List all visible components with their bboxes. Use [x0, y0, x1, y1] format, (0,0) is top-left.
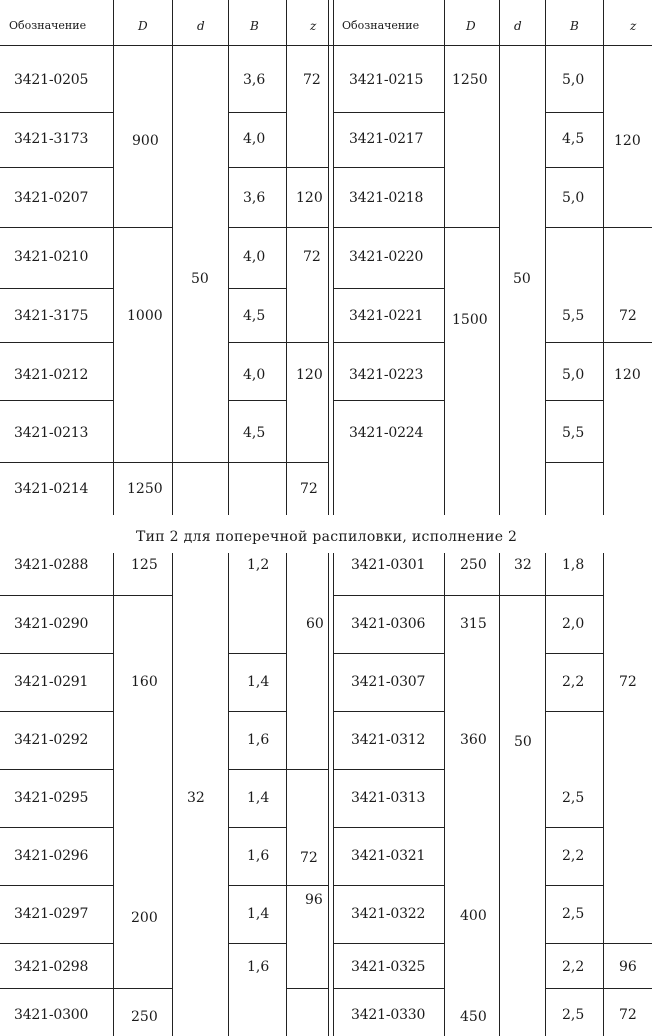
- B-cell: 2,2: [562, 848, 585, 864]
- row-rule: [229, 885, 328, 886]
- z-cell: 72: [300, 481, 318, 497]
- row-rule: [334, 885, 444, 886]
- designation-cell: 3421-0288: [14, 557, 89, 573]
- header-designation: Обозначение: [9, 19, 87, 32]
- row-rule: [546, 653, 603, 654]
- designation-cell: 3421-0307: [351, 674, 426, 690]
- row-rule: [546, 342, 652, 343]
- row-rule: [229, 653, 286, 654]
- z-cell: 72: [303, 249, 321, 265]
- B-cell: 1,4: [247, 906, 270, 922]
- row-rule: [0, 112, 113, 113]
- z-cell: 120: [614, 367, 641, 383]
- row-rule: [0, 288, 113, 289]
- row-rule: [0, 943, 113, 944]
- B-cell: 4,0: [243, 367, 266, 383]
- col-rule: [172, 553, 173, 1036]
- z-cell: 72: [619, 1007, 637, 1023]
- designation-cell: 3421-0207: [14, 190, 89, 206]
- B-cell: 5,0: [562, 72, 585, 88]
- d-cell: 50: [191, 271, 209, 287]
- D-cell: 400: [460, 908, 487, 924]
- D-cell: 200: [131, 910, 158, 926]
- designation-cell: 3421-0290: [14, 616, 89, 632]
- B-cell: 1,6: [247, 959, 270, 975]
- header-z-right: z: [630, 19, 637, 33]
- row-rule: [0, 227, 173, 228]
- designation-cell: 3421-0205: [14, 72, 89, 88]
- D-cell: 1250: [127, 481, 163, 497]
- designation-cell: 3421-0296: [14, 848, 89, 864]
- designation-cell: 3421-3175: [14, 308, 89, 324]
- designation-cell: 3421-0325: [351, 959, 426, 975]
- designation-cell: 3421-0215: [349, 72, 424, 88]
- D-cell: 900: [132, 133, 159, 149]
- col-rule: [333, 0, 334, 515]
- row-rule: [0, 595, 173, 596]
- row-rule: [334, 653, 444, 654]
- row-rule: [0, 167, 113, 168]
- D-cell: 1000: [127, 308, 163, 324]
- B-cell: 4,0: [243, 249, 266, 265]
- row-rule: [0, 342, 113, 343]
- z-cell: 72: [619, 674, 637, 690]
- B-cell: 1,4: [247, 674, 270, 690]
- row-rule: [0, 769, 113, 770]
- B-cell: 4,5: [243, 425, 266, 441]
- designation-cell: 3421-0306: [351, 616, 426, 632]
- designation-cell: 3421-0223: [349, 367, 424, 383]
- z-cell: 72: [619, 308, 637, 324]
- row-rule: [229, 342, 328, 343]
- designation-cell: 3421-0221: [349, 308, 424, 324]
- col-rule: [172, 0, 173, 515]
- row-rule: [334, 943, 444, 944]
- B-cell: 2,2: [562, 674, 585, 690]
- header-D-right: D: [466, 19, 476, 33]
- z-cell: 120: [296, 367, 323, 383]
- row-rule: [334, 112, 444, 113]
- D-cell: 125: [131, 557, 158, 573]
- D-cell: 250: [460, 557, 487, 573]
- row-rule: [334, 827, 444, 828]
- B-cell: 1,6: [247, 848, 270, 864]
- row-rule: [334, 769, 444, 770]
- row-rule: [546, 885, 603, 886]
- row-rule: [546, 112, 603, 113]
- header-B: B: [250, 19, 259, 33]
- row-rule: [229, 711, 286, 712]
- B-cell: 1,2: [247, 557, 270, 573]
- designation-cell: 3421-0321: [351, 848, 426, 864]
- z-cell: 120: [296, 190, 323, 206]
- z-cell: 96: [619, 959, 637, 975]
- row-rule: [546, 227, 652, 228]
- row-rule: [334, 227, 499, 228]
- col-rule: [328, 553, 329, 1036]
- row-rule: [229, 112, 286, 113]
- designation-cell: 3421-0212: [14, 367, 89, 383]
- col-rule: [444, 553, 445, 1036]
- designation-cell: 3421-0220: [349, 249, 424, 265]
- B-cell: 5,0: [562, 190, 585, 206]
- designation-cell: 3421-0300: [14, 1007, 89, 1023]
- designation-cell: 3421-0292: [14, 732, 89, 748]
- B-cell: 5,5: [562, 308, 585, 324]
- D-cell: 450: [460, 1009, 487, 1025]
- designation-cell: 3421-0301: [351, 557, 426, 573]
- row-rule: [229, 827, 286, 828]
- row-rule: [334, 595, 603, 596]
- section-caption: Тип 2 для поперечной распиловки, исполнение 2: [136, 529, 518, 545]
- designation-cell: 3421-0214: [14, 481, 89, 497]
- col-rule: [603, 0, 604, 515]
- designation-cell: 3421-0210: [14, 249, 89, 265]
- row-rule: [287, 988, 328, 989]
- designation-cell: 3421-0313: [351, 790, 426, 806]
- designation-cell: 3421-0322: [351, 906, 426, 922]
- row-rule: [334, 342, 444, 343]
- header-rule: [0, 45, 652, 46]
- row-rule: [546, 711, 603, 712]
- designation-cell: 3421-0298: [14, 959, 89, 975]
- z-cell: 96: [305, 892, 323, 908]
- col-rule: [286, 0, 287, 515]
- row-rule: [229, 943, 286, 944]
- col-rule: [228, 553, 229, 1036]
- designation-cell: 3421-0218: [349, 190, 424, 206]
- col-rule: [328, 0, 329, 515]
- row-rule: [229, 288, 286, 289]
- header-d-right: d: [514, 19, 522, 33]
- row-rule: [334, 288, 444, 289]
- col-rule: [113, 553, 114, 1036]
- col-rule: [333, 553, 334, 1036]
- designation-cell: 3421-0297: [14, 906, 89, 922]
- designation-cell: 3421-3173: [14, 131, 89, 147]
- row-rule: [546, 988, 652, 989]
- d-cell: 32: [187, 790, 205, 806]
- B-cell: 4,0: [243, 131, 266, 147]
- col-rule: [113, 0, 114, 515]
- B-cell: 2,0: [562, 616, 585, 632]
- d-cell: 50: [514, 734, 532, 750]
- row-rule: [546, 943, 652, 944]
- header-designation-right: Обозначение: [342, 19, 420, 32]
- col-rule: [499, 0, 500, 515]
- row-rule: [0, 711, 113, 712]
- B-cell: 3,6: [243, 72, 266, 88]
- col-rule: [444, 0, 445, 515]
- B-cell: 1,4: [247, 790, 270, 806]
- row-rule: [229, 400, 286, 401]
- col-rule: [286, 553, 287, 1036]
- B-cell: 1,6: [247, 732, 270, 748]
- B-cell: 2,5: [562, 906, 585, 922]
- designation-cell: 3421-0312: [351, 732, 426, 748]
- row-rule: [334, 711, 444, 712]
- B-cell: 5,5: [562, 425, 585, 441]
- z-cell: 72: [300, 850, 318, 866]
- B-cell: 4,5: [243, 308, 266, 324]
- row-rule: [0, 653, 113, 654]
- col-rule: [603, 553, 604, 1036]
- B-cell: 3,6: [243, 190, 266, 206]
- z-cell: 60: [306, 616, 324, 632]
- row-rule: [0, 885, 113, 886]
- B-cell: 2,2: [562, 959, 585, 975]
- row-rule: [546, 400, 603, 401]
- row-rule: [0, 400, 113, 401]
- D-cell: 1250: [452, 72, 488, 88]
- row-rule: [229, 769, 328, 770]
- B-cell: 2,5: [562, 790, 585, 806]
- B-cell: 4,5: [562, 131, 585, 147]
- row-rule: [0, 827, 113, 828]
- z-cell: 120: [614, 133, 641, 149]
- header-z: z: [310, 19, 317, 33]
- row-rule: [229, 227, 328, 228]
- designation-cell: 3421-0224: [349, 425, 424, 441]
- D-cell: 250: [131, 1009, 158, 1025]
- z-cell: 72: [303, 72, 321, 88]
- B-cell: 2,5: [562, 1007, 585, 1023]
- row-rule: [546, 167, 603, 168]
- header-D: D: [138, 19, 148, 33]
- row-rule: [0, 988, 173, 989]
- d-cell: 50: [513, 271, 531, 287]
- row-rule: [334, 400, 444, 401]
- row-rule: [334, 167, 444, 168]
- D-cell: 315: [460, 616, 487, 632]
- D-cell: 360: [460, 732, 487, 748]
- row-rule: [334, 988, 444, 989]
- col-rule: [545, 553, 546, 1036]
- designation-cell: 3421-0217: [349, 131, 424, 147]
- row-rule: [546, 827, 603, 828]
- B-cell: 5,0: [562, 367, 585, 383]
- D-cell: 1500: [452, 312, 488, 328]
- header-B-right: B: [570, 19, 579, 33]
- col-rule: [228, 0, 229, 515]
- designation-cell: 3421-0213: [14, 425, 89, 441]
- row-rule: [229, 167, 328, 168]
- designation-cell: 3421-0291: [14, 674, 89, 690]
- header-d: d: [197, 19, 205, 33]
- d-cell: 32: [514, 557, 532, 573]
- col-rule: [545, 0, 546, 515]
- B-cell: 1,8: [562, 557, 585, 573]
- designation-cell: 3421-0295: [14, 790, 89, 806]
- col-rule: [499, 553, 500, 1036]
- designation-cell: 3421-0330: [351, 1007, 426, 1023]
- D-cell: 160: [131, 674, 158, 690]
- row-rule: [546, 462, 603, 463]
- row-rule: [0, 462, 328, 463]
